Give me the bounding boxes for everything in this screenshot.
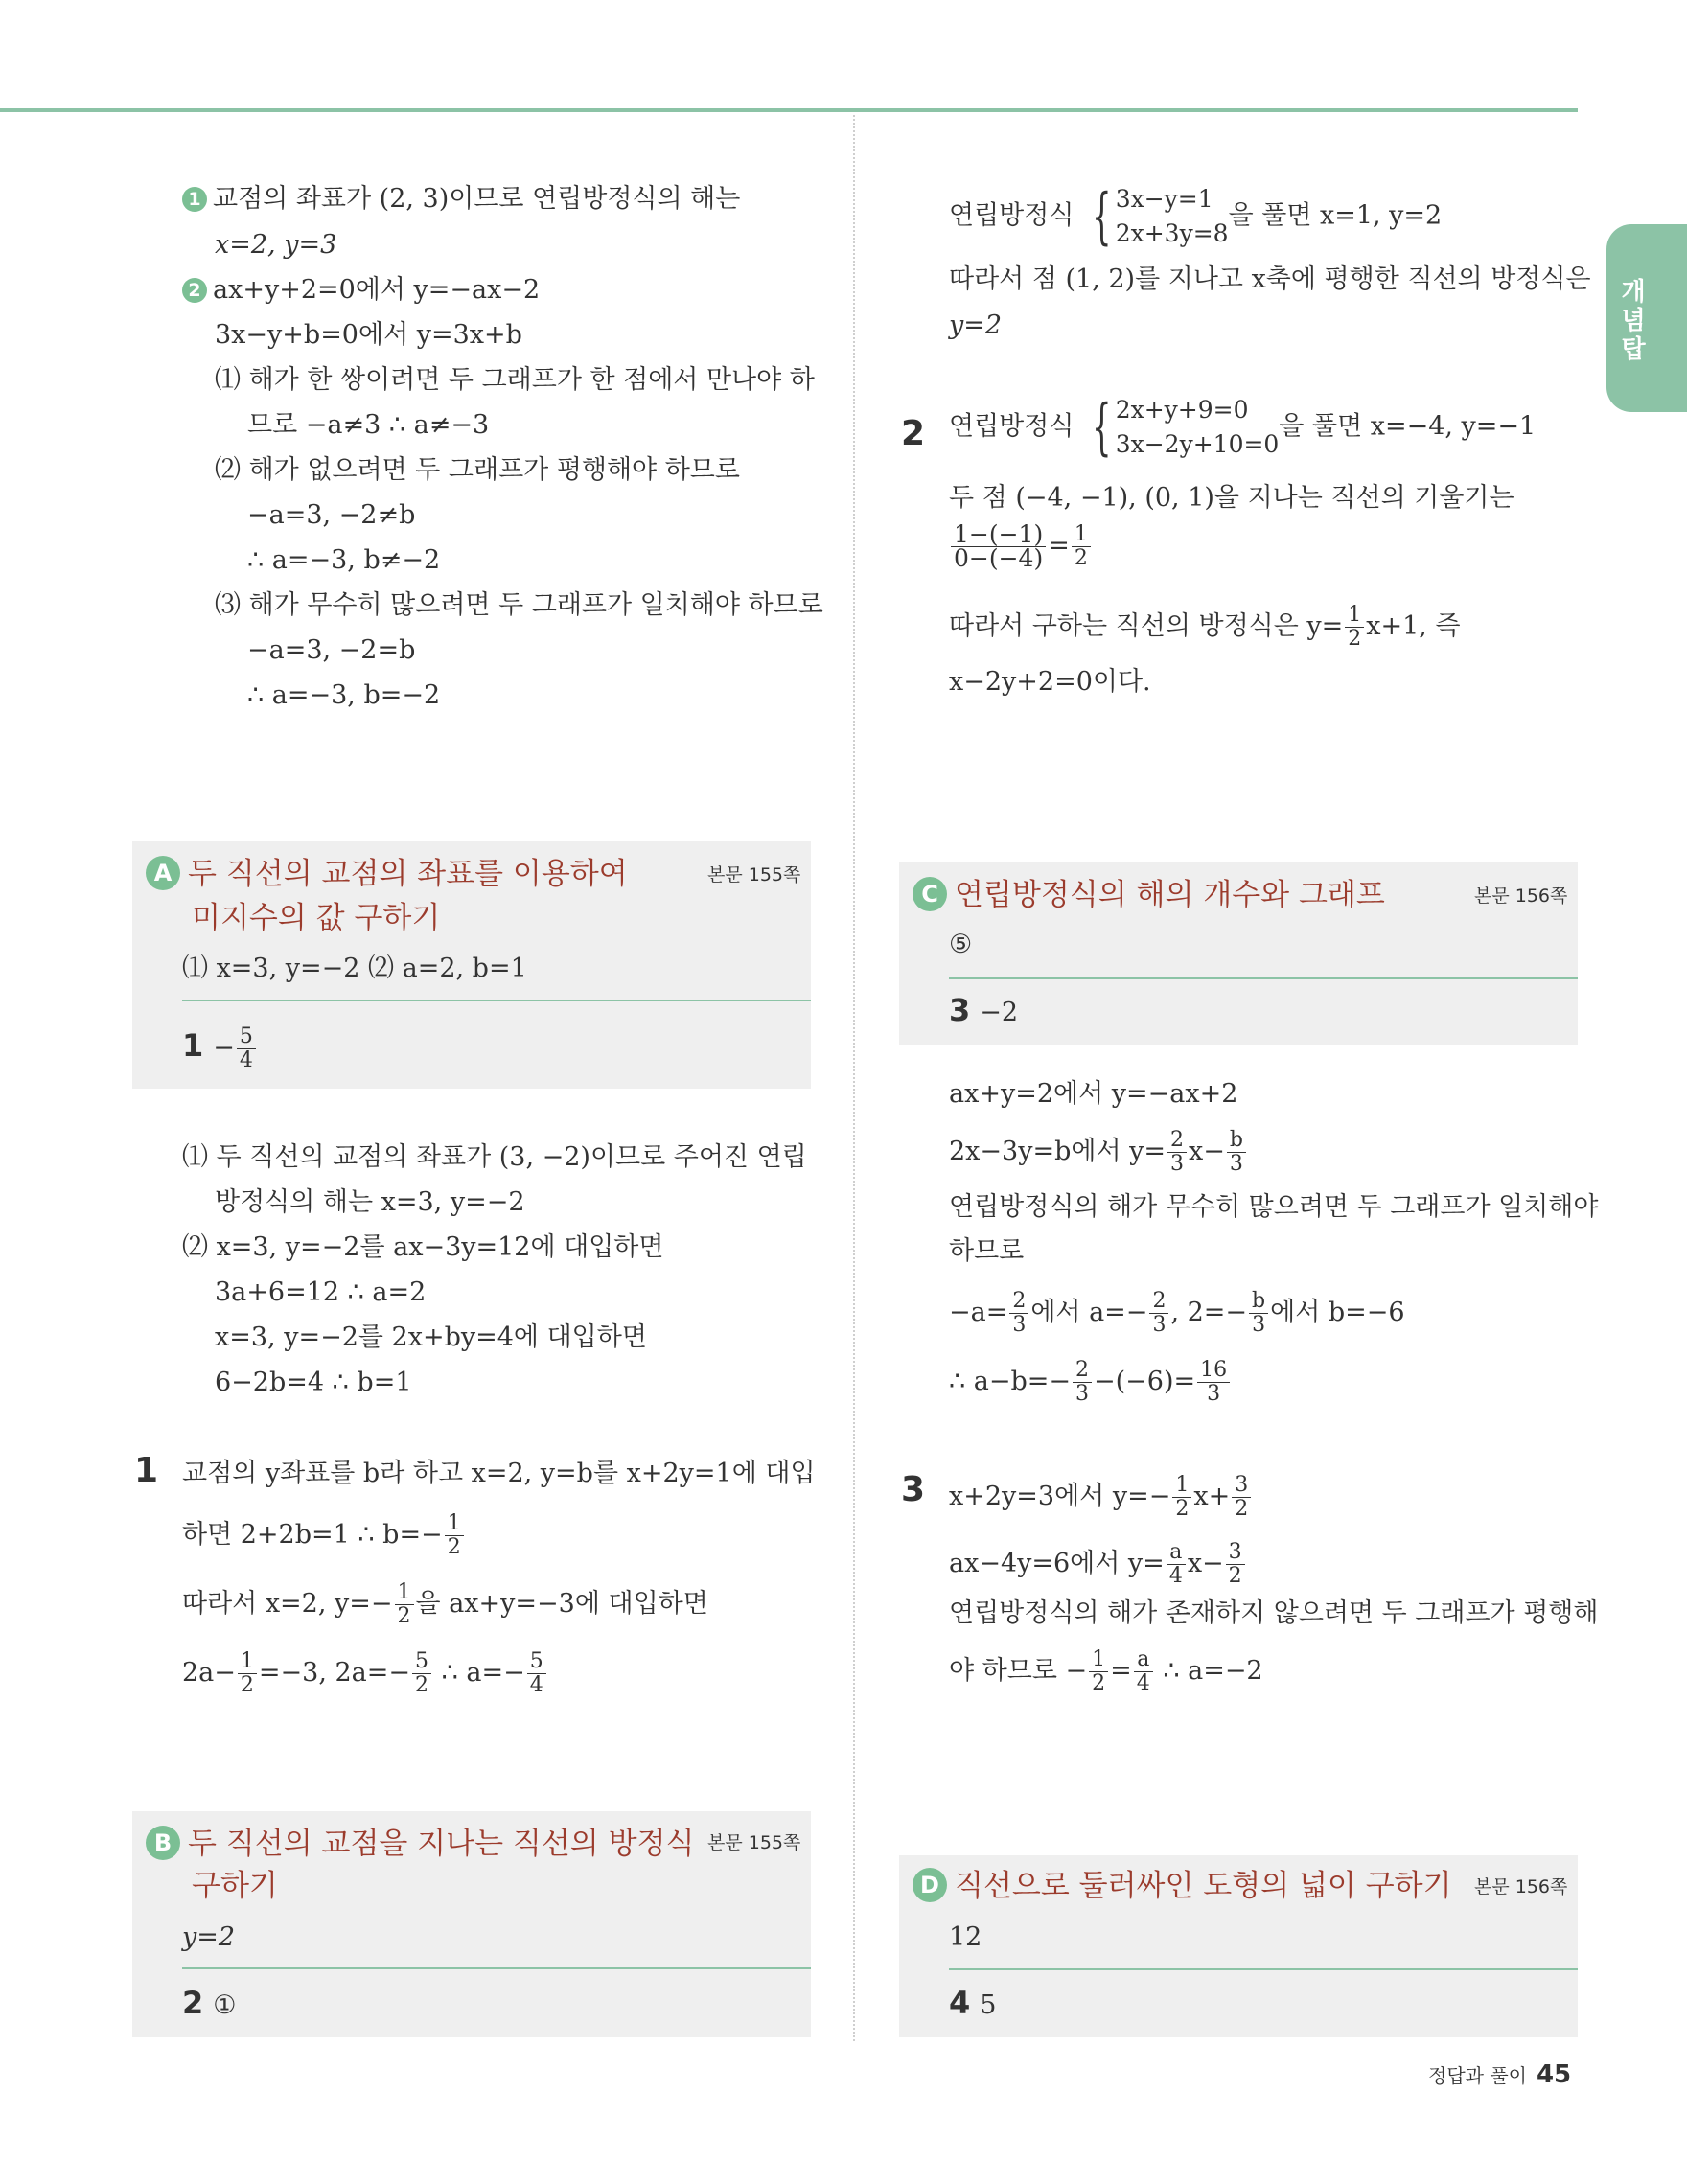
page-footer (1428, 2060, 1571, 2089)
prob3-line-3: 연립방정식의 해가 존재하지 않으려면 두 그래프가 평행해 (949, 1598, 1599, 1628)
left-top-line-5: ⑴ 해가 한 쌍이려면 두 그래프가 한 점에서 만나야 하 (215, 365, 815, 395)
right-mid-line-4: 하므로 (949, 1236, 1025, 1266)
box-a-letter: A (146, 856, 180, 890)
left-mid-line-6: 6−2b=4 ∴ b=1 (215, 1368, 412, 1397)
box-d-title: D 직선으로 둘러싸인 도형의 넓이 구하기 (913, 1865, 1452, 1907)
prob2-line-3: $\frac{1-(-1)}{0-(-4)}$ = $\frac{1}{2}$ (949, 523, 1093, 570)
box-a-title-1: A 두 직선의 교점의 좌표를 이용하여 (146, 853, 628, 895)
box-b-title-2: 구하기 (192, 1869, 278, 1903)
left-top-line-4: 3x−y+b=0에서 y=3x+b (215, 320, 522, 350)
prob1-line-4: 2a− $\frac{1}{2}$ =−3, 2a=− $\frac{5}{2}$ ∴ a=− $\frac{5}{4}$ (182, 1650, 548, 1697)
right-mid-line-5: −a= $\frac{2}{3}$ 에서 a=− $\frac{2}{3}$ , 2=− $\frac{b}{3}$ 에서 b=−6 (949, 1289, 1405, 1337)
left-top-line-3: 2 ax+y+2=0에서 y=−ax−2 (182, 273, 540, 308)
box-a-rule (182, 1000, 811, 1001)
right-top-line-2: 따라서 점 (1, 2)를 지나고 x축에 평행한 직선의 방정식은 (949, 264, 1591, 294)
prob2-line-2: 두 점 (−4, −1), (0, 1)을 지나는 직선의 기울기는 (949, 483, 1514, 513)
box-c-letter: C (913, 877, 947, 911)
left-top-line-10: ⑶ 해가 무수히 많으려면 두 그래프가 일치해야 하므로 (215, 590, 823, 620)
left-top-line-11: −a=3, −2=b (247, 635, 416, 665)
top-rule (0, 108, 1578, 112)
left-mid-line-3: ⑵ x=3, y=−2를 ax−3y=12에 대입하면 (182, 1232, 664, 1262)
box-c-num-answer: 3 −2 (949, 992, 1019, 1028)
right-mid-line-3: 연립방정식의 해가 무수히 많으려면 두 그래프가 일치해야 (949, 1192, 1599, 1222)
prob3-line-1: x+2y=3에서 y=− $\frac{1}{2}$ x+ $\frac{3}{2}$ (949, 1474, 1253, 1521)
box-b-ref: 본문 155쪽 (707, 1832, 801, 1853)
box-c-rule (949, 977, 1578, 979)
left-mid-line-1: ⑴ 두 직선의 교점의 좌표가 (3, −2)이므로 주어진 연립 (182, 1142, 807, 1172)
right-top-line-1: 연립방정식 { 3x−y=1 2x+3y=8 을 풀면 x=1, y=2 (949, 181, 1443, 252)
box-b-rule (182, 1967, 811, 1969)
right-mid-line-2: 2x−3y=b에서 y= $\frac{2}{3}$ x− $\frac{b}{3}$ (949, 1129, 1248, 1176)
footer-label: 정답과 풀이 (1428, 2064, 1527, 2087)
box-b-num-answer: 2 ① (182, 1985, 237, 2021)
box-d-rule (949, 1968, 1578, 1970)
right-mid-line-6: ∴ a−b=− $\frac{2}{3}$ −(−6)= $\frac{16}{3}$ (949, 1359, 1232, 1406)
side-tab-label: 개념탑 (1621, 278, 1646, 364)
box-b-answer: y=2 (182, 1922, 236, 1952)
left-top-line-1: 1 교점의 좌표가 (2, 3)이므로 연립방정식의 해는 (182, 182, 740, 217)
left-mid-line-2: 방정식의 해는 x=3, y=−2 (215, 1187, 525, 1217)
left-mid-line-5: x=3, y=−2를 2x+by=4에 대입하면 (215, 1322, 647, 1352)
left-top-line-12: ∴ a=−3, b=−2 (247, 680, 441, 710)
box-a-title-2: 미지수의 값 구하기 (192, 901, 441, 935)
left-top-line-6: 므로 −a≠3 ∴ a≠−3 (247, 410, 490, 440)
box-a-num-answer: 1 − $\frac{5}{4}$ (182, 1025, 258, 1072)
right-mid-line-1: ax+y=2에서 y=−ax+2 (949, 1079, 1238, 1109)
prob2-line-5: x−2y+2=0이다. (949, 667, 1151, 697)
problem-3-number: 3 (901, 1470, 926, 1509)
box-a-ref: 본문 155쪽 (707, 864, 801, 885)
circled-two-icon: 2 (182, 278, 207, 303)
page-number: 45 (1536, 2060, 1572, 2089)
circled-one-icon: 1 (182, 187, 207, 212)
prob1-line-2: 하면 2+2b=1 ∴ b=− $\frac{1}{2}$ (182, 1512, 466, 1559)
left-top-line-2: x=2, y=3 (215, 230, 337, 260)
box-c-ref: 본문 156쪽 (1474, 885, 1568, 907)
prob1-line-1: 교점의 y좌표를 b라 하고 x=2, y=b를 x+2y=1에 대입 (182, 1459, 816, 1488)
box-c-title: C 연립방정식의 해의 개수와 그래프 (913, 874, 1385, 916)
prob3-line-2: ax−4y=6에서 y= $\frac{a}{4}$ x− $\frac{3}{2}$ (949, 1541, 1247, 1588)
left-mid-line-4: 3a+6=12 ∴ a=2 (215, 1277, 427, 1307)
prob2-line-1: 연립방정식 { 2x+y+9=0 3x−2y+10=0 을 풀면 x=−4, y=−1 (949, 392, 1537, 463)
prob1-line-3: 따라서 x=2, y=− $\frac{1}{2}$ 을 ax+y=−3에 대입하면 (182, 1580, 708, 1628)
box-d-num-answer: 4 5 (949, 1985, 997, 2021)
column-divider (853, 115, 855, 2041)
box-d-letter: D (913, 1868, 947, 1902)
left-top-line-9: ∴ a=−3, b≠−2 (247, 545, 441, 575)
box-c-answer: ⑤ (949, 930, 973, 959)
right-top-line-3: y=2 (949, 310, 1003, 340)
box-b-letter: B (146, 1826, 180, 1860)
prob2-line-4: 따라서 구하는 직선의 방정식은 y= $\frac{1}{2}$ x+1, 즉 (949, 603, 1461, 651)
box-d-ref: 본문 156쪽 (1474, 1876, 1568, 1897)
problem-2-number: 2 (901, 414, 926, 453)
left-top-line-8: −a=3, −2≠b (247, 500, 416, 530)
box-b-title-1: B 두 직선의 교점을 지나는 직선의 방정식 (146, 1823, 694, 1865)
problem-1-number: 1 (134, 1451, 159, 1490)
prob3-line-4: 야 하므로 − $\frac{1}{2}$ = $\frac{a}{4}$ ∴ a=−2 (949, 1647, 1263, 1695)
box-d-answer: 12 (949, 1922, 982, 1952)
box-a-answer: ⑴ x=3, y=−2 ⑵ a=2, b=1 (182, 954, 527, 983)
left-top-line-7: ⑵ 해가 없으려면 두 그래프가 평행해야 하므로 (215, 455, 740, 485)
